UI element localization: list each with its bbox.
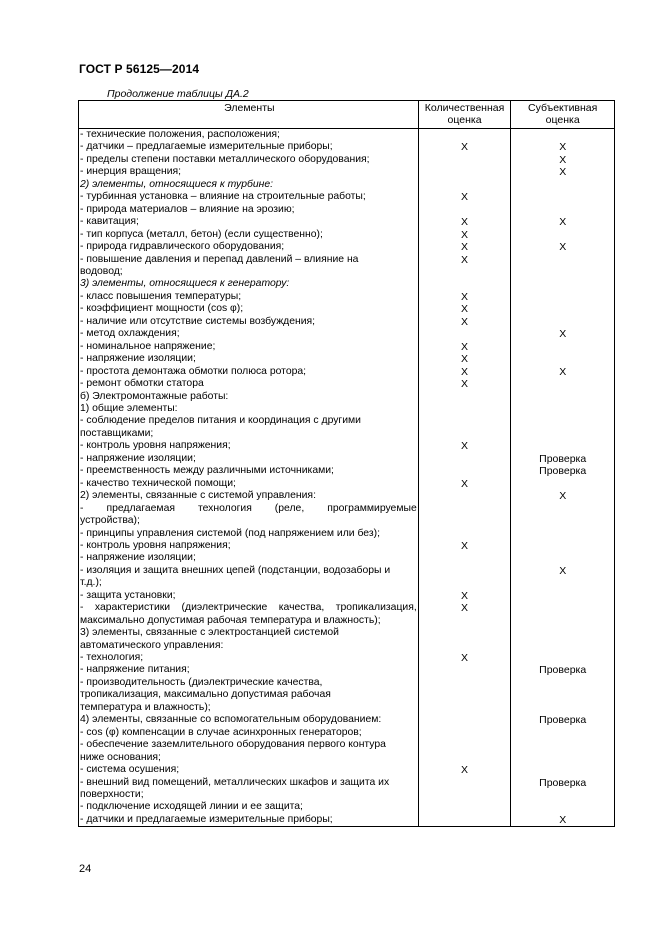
table-body bbox=[79, 129, 614, 826]
element-cell: - ремонт обмотки статора bbox=[80, 378, 204, 390]
column-header-quantitative: Количественная оценка bbox=[418, 101, 511, 128]
element-cell: - пределы степени поставки металлического оборудования; bbox=[80, 153, 370, 165]
subjective-cell bbox=[510, 204, 614, 216]
element-cell: - изоляция и защита внешних цепей (подстанции, водозаборы и bbox=[80, 564, 391, 576]
table-row bbox=[79, 515, 614, 527]
table-row bbox=[79, 191, 614, 203]
subjective-cell bbox=[510, 528, 614, 540]
element-cell: устройства); bbox=[80, 515, 140, 527]
table-row bbox=[79, 689, 614, 701]
quantitative-cell bbox=[418, 702, 511, 714]
column-header-elements: Элементы bbox=[224, 102, 275, 114]
quantitative-cell: X bbox=[418, 353, 511, 365]
element-cell: - напряжение изоляции; bbox=[80, 353, 196, 365]
table-row bbox=[79, 353, 614, 365]
subjective-cell bbox=[510, 577, 614, 589]
element-cell: - кавитация; bbox=[80, 216, 139, 228]
subjective-cell: Проверка bbox=[510, 714, 614, 726]
quantitative-cell: X bbox=[418, 291, 511, 303]
subjective-cell: X bbox=[510, 366, 614, 378]
subjective-cell bbox=[510, 752, 614, 764]
table-header-row bbox=[79, 101, 614, 129]
table-row bbox=[79, 652, 614, 664]
quantitative-cell bbox=[418, 615, 511, 627]
quantitative-cell: X bbox=[418, 478, 511, 490]
table-row bbox=[79, 752, 614, 764]
element-cell: 2) элементы, связанные с системой управления: bbox=[80, 490, 316, 502]
table-row bbox=[79, 241, 614, 253]
table-row bbox=[79, 528, 614, 540]
table-row bbox=[79, 503, 614, 515]
element-cell: - обеспечение заземлительного оборудования первого контура bbox=[80, 739, 386, 751]
subjective-cell bbox=[510, 503, 614, 515]
quantitative-cell: X bbox=[418, 316, 511, 328]
element-cell: - коэффициент мощности (cos φ); bbox=[80, 303, 244, 315]
element-cell: - контроль уровня напряжения; bbox=[80, 440, 231, 452]
table-row bbox=[79, 391, 614, 403]
table-row bbox=[79, 590, 614, 602]
subjective-cell bbox=[510, 702, 614, 714]
subjective-cell bbox=[510, 789, 614, 801]
subjective-cell bbox=[510, 478, 614, 490]
element-cell: температура и влажность); bbox=[80, 701, 211, 713]
subjective-cell: X bbox=[510, 490, 614, 502]
table-row bbox=[79, 478, 614, 490]
table-row bbox=[79, 640, 614, 652]
quantitative-cell bbox=[418, 490, 511, 502]
quantitative-cell: X bbox=[418, 652, 511, 664]
element-cell: - датчики – предлагаемые измерительные приборы; bbox=[80, 141, 333, 153]
table-row bbox=[79, 764, 614, 776]
table-caption: Продолжение таблицы ДА.2 bbox=[107, 88, 249, 100]
quantitative-cell bbox=[418, 714, 511, 726]
table-row bbox=[79, 677, 614, 689]
table-row bbox=[79, 727, 614, 739]
subjective-cell bbox=[510, 739, 614, 751]
element-cell: - cos (φ) компенсации в случае асинхронных генераторов; bbox=[80, 726, 362, 738]
table-row bbox=[79, 453, 614, 465]
subjective-cell bbox=[510, 341, 614, 353]
table-row bbox=[79, 378, 614, 390]
element-cell: 4) элементы, связанные со вспомогательным оборудованием: bbox=[80, 714, 382, 726]
quantitative-cell: X bbox=[418, 241, 511, 253]
element-cell: тропикализация, максимально допустимая рабочая bbox=[80, 689, 331, 701]
quantitative-cell bbox=[418, 391, 511, 403]
quantitative-cell: X bbox=[418, 216, 511, 228]
subjective-cell: X bbox=[510, 814, 614, 826]
table-row bbox=[79, 739, 614, 751]
table-row bbox=[79, 278, 614, 290]
page-number: 24 bbox=[79, 863, 92, 875]
element-cell: - контроль уровня напряжения; bbox=[80, 539, 231, 551]
element-cell: - природа гидравлического оборудования; bbox=[80, 241, 285, 253]
subjective-cell: X bbox=[510, 328, 614, 340]
element-cell: - производительность (диэлектрические качества, bbox=[80, 676, 323, 688]
quantitative-cell: X bbox=[418, 229, 511, 241]
table-row bbox=[79, 229, 614, 241]
subjective-cell: X bbox=[510, 216, 614, 228]
element-cell: - датчики и предлагаемые измерительные приборы; bbox=[80, 813, 333, 825]
element-cell: - предлагаемая технология (реле, программируемые bbox=[80, 502, 417, 514]
table-row bbox=[79, 428, 614, 440]
element-cell: - защита установки; bbox=[80, 589, 176, 601]
element-cell: 3) элементы, связанные с электростанцией системой bbox=[80, 627, 339, 639]
quantitative-cell bbox=[418, 453, 511, 465]
subjective-cell bbox=[510, 540, 614, 552]
table-row bbox=[79, 465, 614, 477]
quantitative-cell: X bbox=[418, 590, 511, 602]
element-cell: - тип корпуса (металл, бетон) (если существенно); bbox=[80, 228, 323, 240]
table-row bbox=[79, 565, 614, 577]
quantitative-cell bbox=[418, 664, 511, 676]
element-cell: - номинальное напряжение; bbox=[80, 340, 216, 352]
element-cell: - наличие или отсутствие системы возбуждения; bbox=[80, 315, 316, 327]
quantitative-cell: X bbox=[418, 254, 511, 266]
element-cell: поверхности; bbox=[80, 789, 144, 801]
subjective-cell bbox=[510, 615, 614, 627]
subjective-cell: Проверка bbox=[510, 664, 614, 676]
element-cell: - напряжение изоляции; bbox=[80, 552, 196, 564]
subjective-cell bbox=[510, 590, 614, 602]
table-row bbox=[79, 303, 614, 315]
element-cell: - природа материалов – влияние на эрозию; bbox=[80, 203, 295, 215]
subjective-cell bbox=[510, 254, 614, 266]
element-cell: - турбинная установка – влияние на строительные работы; bbox=[80, 191, 366, 203]
table-row bbox=[79, 254, 614, 266]
subjective-cell: X bbox=[510, 241, 614, 253]
element-cell: т.д.); bbox=[80, 577, 102, 589]
quantitative-cell: X bbox=[418, 440, 511, 452]
element-cell: - система осушения; bbox=[80, 764, 180, 776]
quantitative-cell bbox=[418, 739, 511, 751]
quantitative-cell: X bbox=[418, 141, 511, 153]
element-cell: - принципы управления системой (под напряжением или без); bbox=[80, 527, 380, 539]
quantitative-cell bbox=[418, 727, 511, 739]
quantitative-cell: X bbox=[418, 303, 511, 315]
table-row bbox=[79, 440, 614, 452]
table-row bbox=[79, 154, 614, 166]
table-row bbox=[79, 602, 614, 614]
table-row bbox=[79, 540, 614, 552]
subjective-cell bbox=[510, 291, 614, 303]
subjective-cell: X bbox=[510, 565, 614, 577]
element-cell: 3) элементы, относящиеся к генератору: bbox=[80, 278, 290, 290]
table-row bbox=[79, 615, 614, 627]
quantitative-cell bbox=[418, 677, 511, 689]
element-cell: - внешний вид помещений, металлических шкафов и защита их bbox=[80, 776, 390, 788]
element-cell: - технические положения, расположения; bbox=[80, 129, 280, 140]
element-cell: - повышение давления и перепад давлений – влияние на bbox=[80, 253, 359, 265]
subjective-cell bbox=[510, 278, 614, 290]
subjective-cell bbox=[510, 391, 614, 403]
subjective-cell bbox=[510, 552, 614, 564]
table-row bbox=[79, 166, 614, 178]
subjective-cell bbox=[510, 229, 614, 241]
subjective-cell bbox=[510, 764, 614, 776]
element-cell: - напряжение питания; bbox=[80, 664, 190, 676]
element-cell: - подключение исходящей линии и ее защита; bbox=[80, 801, 303, 813]
quantitative-cell bbox=[418, 565, 511, 577]
table-row bbox=[79, 129, 614, 141]
quantitative-cell bbox=[418, 166, 511, 178]
table-row bbox=[79, 415, 614, 427]
table-row bbox=[79, 328, 614, 340]
subjective-cell bbox=[510, 378, 614, 390]
subjective-cell: Проверка bbox=[510, 465, 614, 477]
subjective-cell bbox=[510, 129, 614, 141]
table-row bbox=[79, 552, 614, 564]
quantitative-cell: X bbox=[418, 540, 511, 552]
quantitative-cell bbox=[418, 627, 511, 639]
subjective-cell bbox=[510, 801, 614, 813]
table-row bbox=[79, 341, 614, 353]
subjective-cell bbox=[510, 640, 614, 652]
elements-table bbox=[78, 100, 615, 827]
column-header-subjective: Субъективная оценка bbox=[510, 101, 614, 128]
subjective-cell: X bbox=[510, 154, 614, 166]
table-row bbox=[79, 627, 614, 639]
table-row bbox=[79, 403, 614, 415]
quantitative-cell: X bbox=[418, 378, 511, 390]
element-cell: водовод; bbox=[80, 265, 123, 277]
quantitative-cell bbox=[418, 777, 511, 789]
quantitative-cell bbox=[418, 129, 511, 141]
element-cell: поставщиками; bbox=[80, 427, 154, 439]
element-cell: 2) элементы, относящиеся к турбине: bbox=[80, 178, 274, 190]
element-cell: - качество технической помощи; bbox=[80, 477, 236, 489]
table-row bbox=[79, 789, 614, 801]
table-row bbox=[79, 714, 614, 726]
table-row bbox=[79, 366, 614, 378]
table-row bbox=[79, 702, 614, 714]
table-row bbox=[79, 291, 614, 303]
table-row bbox=[79, 801, 614, 813]
quantitative-cell bbox=[418, 528, 511, 540]
quantitative-cell bbox=[418, 415, 511, 427]
quantitative-cell bbox=[418, 752, 511, 764]
quantitative-cell: X bbox=[418, 602, 511, 614]
quantitative-cell bbox=[418, 204, 511, 216]
element-cell: 1) общие элементы: bbox=[80, 402, 178, 414]
quantitative-cell bbox=[418, 266, 511, 278]
table-row bbox=[79, 179, 614, 191]
element-cell: - напряжение изоляции; bbox=[80, 452, 196, 464]
quantitative-cell bbox=[418, 465, 511, 477]
quantitative-cell: X bbox=[418, 191, 511, 203]
element-cell: - простота демонтажа обмотки полюса ротора; bbox=[80, 365, 307, 377]
subjective-cell bbox=[510, 677, 614, 689]
element-cell: б) Электромонтажные работы: bbox=[80, 390, 229, 402]
subjective-cell: Проверка bbox=[510, 777, 614, 789]
element-cell: - преемственность между различными источниками; bbox=[80, 465, 334, 477]
table-row bbox=[79, 141, 614, 153]
element-cell: максимально допустимая рабочая температура и влажность); bbox=[80, 614, 381, 626]
element-cell: - класс повышения температуры; bbox=[80, 290, 242, 302]
subjective-cell bbox=[510, 303, 614, 315]
subjective-cell bbox=[510, 727, 614, 739]
quantitative-cell bbox=[418, 789, 511, 801]
document-code: ГОСТ Р 56125—2014 bbox=[79, 62, 200, 76]
table-row bbox=[79, 490, 614, 502]
table-row bbox=[79, 216, 614, 228]
subjective-cell bbox=[510, 191, 614, 203]
subjective-cell bbox=[510, 266, 614, 278]
subjective-cell bbox=[510, 689, 614, 701]
subjective-cell bbox=[510, 353, 614, 365]
quantitative-cell bbox=[418, 154, 511, 166]
subjective-cell bbox=[510, 316, 614, 328]
quantitative-cell bbox=[418, 403, 511, 415]
element-cell: - технология; bbox=[80, 652, 144, 664]
subjective-cell bbox=[510, 403, 614, 415]
quantitative-cell bbox=[418, 552, 511, 564]
element-cell: ниже основания; bbox=[80, 751, 161, 763]
table-row bbox=[79, 316, 614, 328]
quantitative-cell bbox=[418, 689, 511, 701]
quantitative-cell bbox=[418, 515, 511, 527]
quantitative-cell: X bbox=[418, 366, 511, 378]
quantitative-cell bbox=[418, 640, 511, 652]
element-cell: - инерция вращения; bbox=[80, 166, 182, 178]
subjective-cell bbox=[510, 602, 614, 614]
subjective-cell bbox=[510, 515, 614, 527]
element-cell: автоматического управления: bbox=[80, 639, 224, 651]
table-row bbox=[79, 814, 614, 826]
element-cell: - соблюдение пределов питания и координация с другими bbox=[80, 415, 361, 427]
element-cell: - метод охлаждения; bbox=[80, 328, 180, 340]
quantitative-cell bbox=[418, 428, 511, 440]
table-row bbox=[79, 204, 614, 216]
quantitative-cell bbox=[418, 328, 511, 340]
quantitative-cell: X bbox=[418, 764, 511, 776]
subjective-cell: Проверка bbox=[510, 453, 614, 465]
element-cell: - характеристики (диэлектрические качества, тропикализация, bbox=[80, 602, 417, 614]
subjective-cell bbox=[510, 440, 614, 452]
subjective-cell bbox=[510, 179, 614, 191]
quantitative-cell bbox=[418, 179, 511, 191]
table-row bbox=[79, 577, 614, 589]
subjective-cell bbox=[510, 627, 614, 639]
quantitative-cell bbox=[418, 801, 511, 813]
subjective-cell bbox=[510, 415, 614, 427]
subjective-cell bbox=[510, 652, 614, 664]
table-row bbox=[79, 777, 614, 789]
subjective-cell bbox=[510, 428, 614, 440]
quantitative-cell bbox=[418, 577, 511, 589]
subjective-cell: X bbox=[510, 141, 614, 153]
quantitative-cell: X bbox=[418, 341, 511, 353]
table-row bbox=[79, 664, 614, 676]
quantitative-cell bbox=[418, 278, 511, 290]
quantitative-cell bbox=[418, 503, 511, 515]
table-row bbox=[79, 266, 614, 278]
quantitative-cell bbox=[418, 814, 511, 826]
subjective-cell: X bbox=[510, 166, 614, 178]
